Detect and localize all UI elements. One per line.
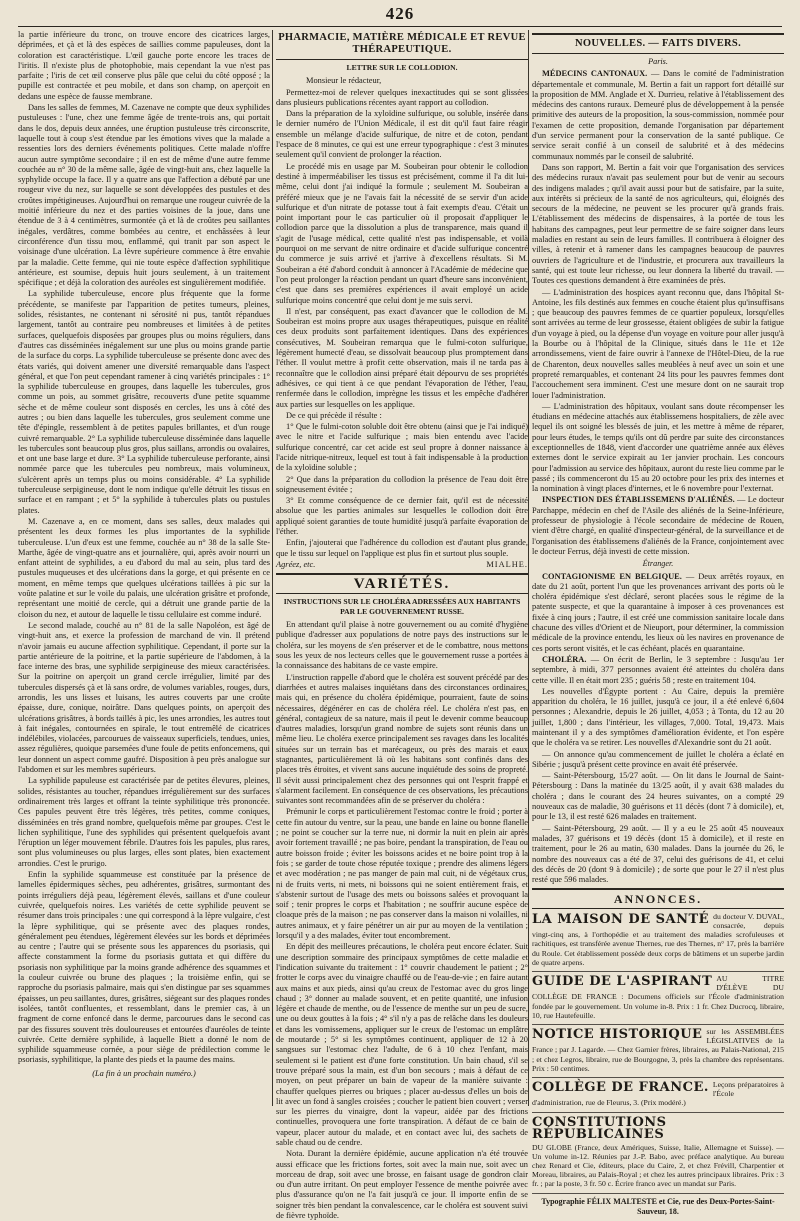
ad-text: sur les ASSEMBLÉES LÉGISLATIVES de la France ; par J. Lagarde. — Chez Garnier frères, libraires, au Palais-National, 215 ; et chez Legros, libraire, rue de Bourgogne, 3, près la chambre des représentans. Prix : 50 centimes. <box>532 1026 784 1073</box>
news-item <box>532 687 784 749</box>
paragraph: 3° Et comme conséquence de ce dernier fait, qu'il est de nécessité absolue que les parties animales sur lesquelles le collodion doit être appliqué soient garanties de toute humidité jusqu'à parfaite évaporation de l'éther. <box>276 496 528 537</box>
salutation: Monsieur le rédacteur, <box>306 76 382 86</box>
paragraph: M. Cazenave a, en ce moment, dans ses salles, deux malades qui présentent les deux formes les plus importantes de la syphilide tuberculeuse. L'un d'eux est une femme, couchée au n° 38 de la salle Ste-Marthe, âgée de vingt-quatre ans et journalière, qui, après avoir nourri un enfant atteint de syphilides, a eu d'abord du mal au sein, plus tard des pustules muqueuses et des ulcérations dans la gorge, et qui présente en ce moment, en même temps que quelques ulcérations taillées à pic sur la voûte palatine et sur le voile du palais, une ulcération grisâtre et profonde, représentant une moitié de cercle, qui a détruit une grande partie de la cloison du nez, et autour de laquelle le tissu cellulaire est comme induré. <box>18 516 270 619</box>
news-text: — L'administration des hôpitaux, voulant sans doute récompenser les étudians en médecine attachés aux établissemens hospitaliers, de zèle avec lequel ils ont soigné les blessés de juin, et les mettre à même de réparer, pour leurs études, le temps qu'ils ont dû perdre par suite des circonstances exceptionnelles de 1848, vient d'accorder une quatrième année aux élèves externes dont le service expirait au 1er janvier prochain. Les concours pour l'admission au service des hôpitaux, auront du reste lieu comme par le passé ; ils commenceront du 15 au 20 octobre pour les prix des internes et la nomination à vingt places d'internes, et le 6 novembre pour l'externat. <box>532 401 784 494</box>
paragraph: Enfin la syphilide squammeuse est constituée par la présence de lamelles épidermiques sèches, peu adhérentes, grisâtres, surmontant des points irréguliers déjà peau, légèrement élevés, saillans et d'une couleur cuivrée, quelquefois noires. Les variétés de cette syphilide peuvent se résumer dans trois principales : une qui correspond à la lèpre vulgaire, c'est la lèpre syphilitique, qui se présente avec des plaques rondes, généralement peu étendues, légèrement élevées sur les bords et déprimées au centre ; l'autre qui se présente sous les apparences du psoriasis, qui affecte constamment la forme du psoriasis guttata et qui diffère du psoriasis non syphilitique par la moins grande adhérence des squammes et la couleur cuivrée ou brune des plaques ; la troisième enfin, qui se rapproche du psoriasis palmaire, mais qui s'en distingue par ses squammes épaisses, un peu saillantes, dures, grisâtres, siégeant sur des plaques rondes isolées, tantôt confluentes, et ressemblant, dans le premier cas, à un fragment de corne enfoncé dans le derme, parcourues dans le second cas par des fissures souvent très douloureuses et entourées d'auréoles de teinte cuivrée. Cette dernière syphilide, à laquelle Biett a donné le nom de syphilide squammeuse cornée, a pour siège de prédilection comme le psoriasis, syphilitique, la plante des pieds et la paume des mains. <box>18 870 270 1065</box>
news-text: Les nouvelles d'Égypte portent : Au Caire, depuis la première apparition du choléra, le 16 juillet, jusqu'à ce jour, il a été enlevé 6,604 personnes ; Alexandrie, depuis le 26 juillet, 4,053 ; à Tonta, du 12 au 20 juillet, 1,800 ; dans l'intérieur, les villages, 7,000. Total, 19,473. Mais maintenant il y a des symptômes d'amélioration évidente, et l'on espère que le choléra va se retirer. Les nouvelles d'Alexandrie sont du 21 août. <box>532 686 784 748</box>
news-item <box>532 824 784 886</box>
column-left <box>18 30 270 1106</box>
news-text: — Deux arrêtés royaux, en date du 21 août, portent l'un que les provenances arrivant des ports où le choléra épidémique s'est déclaré, seront placées sous le régime de la patente suspecte, et que la quarantaine à imposer à ces provenances est fixée à cinq jours ; l'autre, il est créé une commission sanitaire locale dans chacune des villes d'Orient et de Nieuport, pour déterminer, la commission médicale de la province entendu, les lieux où les navires en provenance de ces ports seront visités, et le cas échéant, placés en quarantaine. <box>532 571 784 653</box>
news-item <box>532 572 784 654</box>
section-title-pharmacie: PHARMACIE, MATIÈRE MÉDICALE ET REVUE THÉRAPEUTIQUE. <box>278 32 526 55</box>
column-middle <box>276 30 528 1221</box>
ad-text: du docteur V. DUVAL, consacrée, depuis vingt-cinq ans, à l'orthopédie et au traitement des maladies scrofuleuses et rachitiques, est transférée avenue Thernes, rue des Thernes, n° 17, près la barrière du Roule. Cet établissement possède deux corps de bâtimens et un superbe jardin de quatre arpens. <box>532 911 784 967</box>
section-rule <box>276 593 528 594</box>
ad-title: GUIDE DE L'ASPIRANT <box>532 973 713 989</box>
paragraph: En attendant qu'il plaise à notre gouvernement ou au comité d'hygiène publique d'adresser aux populations de notre pays des instructions sur le choléra, sur les moyens de s'en préserver et de le combattre, nous mettons sous les yeux de nos lecteurs celles que le gouvernement russe a portées à la connaissance des habitans de ce vaste empire. <box>276 620 528 671</box>
news-item <box>532 163 784 287</box>
paragraph: Dans les salles de femmes, M. Cazenave ne compte que deux syphilides pustuleuses : l'une, chez une femme âgée de trente-trois ans, qui portait dans le dos, depuis deux années, une éruption pustuleuse très circonscrite, laquelle tout à coup s'est étendue par les émotions vives que la malade a ressenties lors des derniers événements politiques. Cette malade n'offre aucun autre symptôme secondaire ; il en est de même d'une autre femme couchée au n° 30 de la même salle, âgée de vingt-huit ans, chez laquelle la syphylide occupe la face. Il y a quatre ans que l'affection a débuté par une rougeur vive du nez, sur laquelle se sont développées des pustules et des croûtes impétigineuses. Aujourd'hui on remarque une rougeur cuivrée de la moitié inférieure du nez et des parties voisines de la joue, dans une étendue de 3 à 4 centimètres, surmontée çà et là de croûtes peu saillantes inégales, verdâtres, comme bombées au centre, et enchâssées à leur circonférence d'un tissu mou, enflammé, qui tranit par son aspect le voisinage d'une ulcération. La lèvre supérieure commence à être envahie par la maladie. Cette femme, qui nie toute espèce d'affection syphilitique antérieure, est soumise, depuis huit jours seulement, à un traitement spécifique ; et déjà la coloration des auréoles est singulièrement modifiée. <box>18 103 270 288</box>
section-rule <box>276 59 528 60</box>
printer-imprint: Typographie FÉLIX MALTESTE et Cie, rue des Deux-Portes-Saint-Sauveur, 18. <box>541 1196 775 1216</box>
ad-title: NOTICE HISTORIQUE <box>532 1026 703 1042</box>
dateline-paris: Paris. <box>648 57 668 66</box>
letter-heading: LETTRE SUR LE COLLODION. <box>346 63 458 72</box>
ad-title: COLLÈGE DE FRANCE. <box>532 1080 709 1095</box>
advertisement <box>532 912 784 972</box>
section-rule <box>532 33 784 35</box>
news-item <box>532 288 784 401</box>
paragraph: La syphilide tuberculeuse, encore plus fréquente que la forme précédente, se manifeste par l'apparition de petites tumeurs, pleines, solides, résistantes, ne contenant ni sérosité ni pus, tantôt répandues largement, tantôt au contraire peu nombreuses et limitées à de petites surfaces, quelquefois disposées par groupes plus ou moins réguliers, dans d'autres cas disséminées inégalement sur une plus ou moins grande partie de la surface du corps. La syphilide tuberculeuse se présente donc avec des états variés, qui doivent amener une diversité remarquable dans l'aspect général, et que l'on peut cependant ramener à cinq variétés principales : 1° la syphilide tuberculeuse en groupes, dans laquelle les tubercules, gros comme un pois, au sommet grisâtre, recouverts d'une petite squamme sèche et de même couleur sont disposés en cercles, les uns à côté des autres ; ou bien dans laquelle les tubercules, gros seulement comme une tête d'épingle, ressemblent à de petites papules brillantes, et d'un rouge cuivré remarquable. 2° La syphilide tuberculeuse disséminée dans laquelle les tubercules sont beaucoup plus gros, plus saillans, arrondis ou ovalaires, et ont une base large et dure. 3° La syphilide tuberculeuse perforante, ainsi nommée parce que les tubercules peu nombreux, mais volumineux, s'ulcèrent après un temps plus ou moins considérable. 4° La syphilide tuberculeuse serpigineuse, dont le nom indique qu'elle détruit les tissus en surface et en rampant ; et 5° la syphilide à tubercules plats ou pustules plates. <box>18 289 270 515</box>
news-item <box>532 655 784 686</box>
news-item <box>532 402 784 495</box>
news-lead: MÉDECINS CANTONAUX. <box>542 69 648 79</box>
paragraph: 2° Que dans la préparation du collodion la présence de l'eau doit être soigneusement évitée ; <box>276 474 528 494</box>
paragraph: L'instruction rappelle d'abord que le choléra est souvent précédé par des diarrhées et autres malaises inquiétans dans des circonstances ordinaires, mais qui, en présence du choléra épidémique, pourraient, faute de soins nécessaires, dégénérer en cas de choléra réel. Le choléra n'est pas, en général, contagieux de sa nature, mais il peut le devenir comme beaucoup d'autres maladies, lorsqu'un grand nombre de sujets sont réunis dans un même lieu. Le choléra exerce principalement ses ravages dans les localités situées sur un terrain bas et marécageux, ou près des marais et eaux stagnantes, particulièrement là où les habitans sont confinés dans des places très étroites, et vivent sans aucune inquiétude des soins de propreté. Il sévit aussi principalement chez des personnes qui ont l'esprit frappé et s'alarment facilement. En conséquence de ces observations, les précautions suivantes sont recommandées afin de se préserver du choléra : <box>276 672 528 806</box>
column-divider <box>528 30 529 1106</box>
paragraph: Le procédé mis en usage par M. Soubeiran pour obtenir le collodion destiné à imperméabiliser les tissus est précisément, comme il l'a dit lui-même, celui dont j'ai indiqué la formule ; seulement M. Soubeiran a préféré mieux que je ne l'avais fait la nécessité de se servir d'un acide sulfurique et d'un nitrate de potasse tout à fait exempts d'eau. C'était un point important pour le cas particulier où il proposait d'appliquer le collodion parce que la dissolution a plus de transparence, mais quand il s'agit de l'usage médical, cette qualité n'est pas indispensable, et voilà pourquoi on me servant de nitre ordinaire et d'acide sulfurique concentré du commerce je suis arrivé et j'arrive à d'excellens résultats. Si M. Soubeiran a été d'abord conduit à annoncer à l'Académie de médecine que l'on peut prolonger la réaction pendant un quart d'heure sans inconvénient, c'est que dans ses premières expériences il avait employé un acide sulfurique moins concentré que celui dont je me suis servi. <box>276 161 528 305</box>
news-text: Dans son rapport, M. Bertin a fait voir que l'organisation des services des médecins ruraux n'avait pas seulement pour but de venir au secours des indigens malades ; qu'il avait aussi pour but de satisfaire, par la suite, aux intérêts si précieux de la santé de nos agriculteurs, qui, éloignés des secours de la médecine, ne peuvent se les procurer qu'à grands frais. L'établissement des médecins de dispensaires, à la portée de tous les habitans des campagnes, peut leur permettre de se faire soigner dans leurs maladies en restant au sein de leurs familles. Il contribuera à éloigner des villes, à retenir et à ramener dans les campagnes beaucoup de pauvres ouvriers de l'agriculture et de l'industrie, et procurera aux travailleurs la santé, qui est toute leur richesse, ou leur donnera la liberté du travail. — Toutes ces questions demandent à être examinées de près. <box>532 162 784 286</box>
signature: MIALHE. <box>486 559 528 569</box>
ad-text: DU GLOBE (France, deux Amériques, Suisse, Italie, Allemagne et Suisse). — Un volume in-12. Réunies par J.-P. Babo, avec préface analytique. Au bureau chez Renard et Cie, éditeurs, place du Caire, 2, et chez Frévill, Charpentier et Moreau, libraires, au Palais-Royal ; et chez les autres principaux libraires. Prix : 3 fr. ; par la poste, 3 fr. 50 c. Écrire franco avec un mandat sur Paris. <box>532 1142 784 1189</box>
paragraph: Nota. Durant la dernière épidémie, aucune application n'a été trouvée aussi efficace que les frictions fortes, soit avec la main nue, soit avec un morceau de drap, soit avec une brosse, en faisant usage de gondron clair ou d'un autre irritant. On peut employer l'essence de menthe poivrée avec plus d'assurance qu'on ne l'a fait jusqu'à ce jour. Il importe enfin de se soigner très bien pendant la convalescence, car le choléra est souvent suivi de fièvre typhoïde. <box>276 1149 528 1221</box>
news-item <box>532 771 784 822</box>
section-title-annonces: ANNONCES. <box>613 892 703 907</box>
paragraph: De ce qui précède il résulte : <box>286 410 382 420</box>
section-title-nouvelles: NOUVELLES. — FAITS DIVERS. <box>574 38 742 49</box>
ad-title: CONSTITUTIONS RÉPUBLICAINES <box>532 1114 667 1142</box>
paragraph: Dans la préparation de la xyloïdine sulfurique, ou soluble, insérée dans le dernier numéro de l'Union Médicale, il est dit qu'il faut faire réagir ensemble un mélange d'acide sulfurique, de nitre et de coton, pendant l'espace de 8 minutes, ce qui est une erreur typographique : c'est 3 minutes seulement qu'il convient de prolonger la réaction. <box>276 109 528 160</box>
news-text: — Saint-Pétersbourg, 15/27 août. — On lit dans le Journal de Saint-Pétersbourg : Dans la matinée du 13/25 août, il y avait 638 malades du choléra ; dans le courant des 24 heures suivantes, on a compté 29 nouveaux cas de maladie, 30 guérisons et 11 décès (dont 7 à domicile), et, pour le 13, il est resté 626 malades en traitement. <box>532 771 784 822</box>
news-item <box>532 495 784 557</box>
paragraph: Enfin, j'ajouterai que l'adhérence du collodion est d'autant plus grande, que le tissu sur lequel on l'applique est plus fin et surtout plus souple. <box>276 538 528 558</box>
news-lead: CHOLÉRA. <box>542 654 587 664</box>
paragraph: la partie inférieure du tronc, on trouve encore des cicatrices larges, déprimées, et çà et là des espèces de saillies comme papuleuses, dont la coloration est caractéristique. L'œil gauche porte encore les traces de l'iritis. Il n'existe plus de photophobie, mais cependant la vue n'est pas parfaite ; l'iris de cet œil conserve plus pâle que celui du côté opposé ; la pupille est contractée et peu mobile, et dans son champ, on aperçoit en dedans une espèce de fausse membrane. <box>18 30 270 101</box>
section-rule <box>276 573 528 575</box>
paragraph: La syphilide papuleuse est caractérisée par de petites élevures, pleines, solides, résistantes au toucher, répandues irrégulièrement sur des surfaces ordinairement très larges et offrant la teinte syphilitique très prononcée. Ces papules peuvent être très légères, très petites, comme coniques, disséminées en très grand nombre, quelquefois même par groupes. C'est le lichen syphilitique, l'une des syphilides qui présentent quelquefois avant l'éruption un léger mouvement fébrile. D'autres fois les papules, plus rares, sont plus volumineuses ou plus larges, elles sont plates, bien exactement arrondies. C'est le prurigo. <box>18 776 270 868</box>
news-text: — L'administration des hospices ayant reconnu que, dans l'hôpital St-Antoine, les fils destinés aux femmes en couche étaient plus qu'insuffisans ; que beaucoup des pauvres femmes de ce quartier populeux, lorsqu'elles sont arrivées au terme de leur grossesse, étaient obligées de subir la fatigue d'un voyage à pied, ou la dépense d'un voyage en voiture pour aller jusqu'à la Bourbe ou à l'hôpital de la Clinique, situés dans le 11e et 12e arrondissemens, vient de faire ouvrir à l'annexe de l'Hôtel-Dieu, de la rue de Charenton, deux nouvelles salles meublées à neuf avec un soin et une propreté remarquables, et contenant 24 lits pour les pauvres femmes dont l'accouchement sera imminent. C'est une mesure dont on ne saurait trop louer l'administration. <box>532 287 784 400</box>
paragraph: Il n'est, par conséquent, pas exact d'avancer que le collodion de M. Soubeiran est moins propre aux usages thérapeutiques, puisque en réalité ces deux produits sont parfaitement identiques. Dans des expériences consécutives, M. Soubeiran remarqua que le fulmi-coton sulfurique, légèrement humecté d'eau, se dissolvait beaucoup plus promptement dans l'éther. Il voulut mettre à profit cette observation, mais il ne tarda pas à reconnaître que le collodion ainsi préparé était dépourvu de ses propriétés adhésives, ce qui tient à ce que pendant l'évaporation de l'éther, l'eau, renfermée dans le collodion, imprègne les tissus et les empêche d'adhérer aux parties sur lesquelles on les applique. <box>276 306 528 409</box>
signoff: Agréez, etc. <box>276 559 316 569</box>
advertisement <box>532 1027 784 1078</box>
news-item <box>532 750 784 771</box>
paragraph: Permettez-moi de relever quelques inexactitudes qui se sont glissées dans plusieurs publications récentes ayant rapport au collodion. <box>276 87 528 107</box>
news-lead: INSPECTION DES ÉTABLISSEMENS D'ALIÉNÉS. <box>542 495 735 505</box>
news-text: — Le docteur Parchappe, médecin en chef de l'Asile des aliénés de la Seine-Inférieure, professeur de physiologie à l'école secondaire de médecine de Rouen, vient d'être chargé, en qualité d'inspecteur-général, de la surveillance et de l'organisation des établissemens d'aliénés de la France, conjointement avec le docteur Ferrus, déjà investi de cette mission. <box>532 495 784 556</box>
ad-title: LA MAISON DE SANTÉ <box>532 911 710 927</box>
paragraph: Le second malade, couché au n° 81 de la salle Napoléon, est âgé de vingt-huit ans, et exerce la profession de marchand de vin. Il prétend n'avoir jamais eu aucune affection syphilitique. Cependant, il porte sur la partie antérieure de la poitrine, et la partie supérieure de l'abdomen, à la face interne des bras, une syphilide serpigineuse des mieux caractérisées. Sur la poitrine on aperçoit un grand cercle irrégulier, limité par des tubercules dispersés çà et là sans ordre, de volumes variables, rouges, durs, arrondis, les uns lisses et luisans, les autres couverts par une croûte épaisse, dure, conique, noirâtre. Dans quelques points, on aperçoit des ulcérations grisâtres, à bords taillés à pic, les unes arrondies, les autres tout à fait inégales, contournées en spirale, le tout entremêlé de cicatrices indélébiles, violacées, parcourues de vaisseaux superficiels, tendues, unies, assez régulières, quoique parsemées d'une foule de petits enfoncemens, qui leur donnent un aspect comme gaufré. Disposition à peu près analogue sur l'abdomen et sur les membres supérieurs. <box>18 620 270 775</box>
signature-line <box>276 560 528 570</box>
section-title-varietes: VARIÉTÉS. <box>353 576 451 593</box>
news-text: — Saint-Pétersbourg, 29 août. — Il y a eu le 25 août 45 nouveaux malades, 37 guérisons et 19 décès (dont 15 à domicile), et il reste en traitement, pour le 26 au matin, 630 malades. Dans la journée du 26, le nombre des nouveaux cas a été de 37, celui des guérisons de 41, et celui des décès de 20 (dont 9 à domicile) ; de sorte que pour le 27 il n'est plus resté que 596 malades. <box>532 823 784 885</box>
paragraph: En dépit des meilleures précautions, le choléra peut encore éclater. Suit une description sommaire des principaux symptômes de cette maladie et l'indication suivante du traitement : 1° couvrir chaudement le patient ; 2° frotter le corps avec du vinaigre chauffé ou de l'eau-de-vie ; en faire autant aux mains et aux pieds, ainsi qu'au creux de l'estomac avec du gros linge chaud ; 3° donner au malade souvent, et en petite quantité, une infusion légère et chaude de menthe, ou de l'essence de menthe sur un peu de sucre, une ou deux gouttes à la fois ; 4° s'il n'y a pas de relâche dans les douleurs et dans les vomissemens, appliquer sur le creux de l'estomac un emplâtre de moutarde ; 5° si les symptômes continuent, appliquer de 12 à 20 sangsues sur l'estomac chez l'adulte, de 6 à 10 chez l'enfant, mais seulement si le patient est d'une forte constitution. Un bain chaud, s'il se trouve préparé sous la main, est d'un bon secours ; mais à défaut de ce moyen, on peut préparer un bain de vapeur de la manière suivante : chauffer quelques pierres ou briques ; placer au-dessus d'elles un bois de lit avec un fond à sangles croisées ; coucher le patient bien couvert ; verser sur les pierres du vinaigre, dont la vapeur, aidée par des frictions continuelles, provoquera une forte transpiration. A défaut de ce bain de vapeur, placer autour du malade, et en contact avec lui, des sachets de sable chaud ou de cendre. <box>276 942 528 1147</box>
news-text: — On annonce qu'au commencement de juillet le choléra a éclaté en Sibérie ; jusqu'à présent cette province en avait été préservée. <box>532 749 784 769</box>
advertisement <box>532 1115 784 1194</box>
column-divider <box>272 30 273 1106</box>
news-item <box>532 69 784 162</box>
news-lead: CONTAGIONISME EN BELGIQUE. <box>542 571 682 581</box>
column-right <box>532 30 784 1216</box>
paragraph: Prémunir le corps et particulièrement l'estomac contre le froid ; porter à cette fin autour du ventre, sur la peau, une bande en laine ou bonne flanelle ; ne point se coucher sur la terre nue, ni dormir la nuit en plein air après avoir fortement travaillé ; ne pas boire, pendant la transpiration, de l'eau ou autre boisson froide ; éviter les boissons acides et ne boire point trop à la fois ; se garder de toute chose réputée toxique ; prendre des alimens légers et avec modération ; ne pas manger de pain mal cuit, ni de végétaux crus, ni de fruits verts, ni mets, ni boissons qui ne soient entièrement frais, et s'abstenir surtout de l'usage des mets ou boissons salées et provoquant la soif ; tenir propres le corps et l'habitation ; ne souffrir aucune espèce de cloaque près de la maison ; ne pas conserver dans la maison ni volailles, ni autres animaux, et y faire pénétrer un air pur au moyen de la ventilation ; lorsqu'il y a des malades, éviter tout encombrement. <box>276 807 528 941</box>
paragraph: 1° Que le fulmi-coton soluble doit être obtenu (ainsi que je l'ai indiqué) avec le nitre et l'acide sulfurique ; mais bien entendu avec l'acide sulfurique concentré, car cet acide est seul propre à donner naissance à l'acide nitrique-nitreux, lequel est tout à fait indispensable à la production de la xyloïdine soluble ; <box>276 422 528 473</box>
page-number: 426 <box>385 4 415 23</box>
section-rule <box>532 888 784 890</box>
ad-text: Leçons préparatoires à l'École d'administration, rue de Fleurus, 3. (Prix modéré.) <box>532 1080 784 1108</box>
news-text: — On écrit de Berlin, le 3 septembre : Jusqu'au 1er septembre, à midi, 377 personnes avaient été atteintes du choléra dans cette ville. Il en était mort 235 ; guéris 58 ; reste en traitement 104. <box>532 654 784 685</box>
dateline-etranger: Étranger. <box>642 559 674 569</box>
advertisement <box>532 974 784 1025</box>
header-rule <box>18 26 782 27</box>
cholera-heading: INSTRUCTIONS SUR LE CHOLÉRA ADRESSÉES AUX HABITANTS PAR LE GOUVERNEMENT RUSSE. <box>283 596 521 616</box>
continued-note: (La fin à un prochain numéro.) <box>92 1068 196 1078</box>
news-text: — Dans le comité de l'administration départementale et communale, M. Bertin a fait un rapport fort détaillé sur la proposition de MM. Anglade et X. Durrieu, relative à l'établissement des médecins des cantons ruraux. Demeuré plus de développement à la pensée primitive des auteurs de la proposition, la sous-commission, nommée pour l'examen de cette proposition, demande l'organisation par département d'un service permanent pour la conservation de la santé publique. Ce service serait confié à un conseil de salubrité et à des médecins communaux nommés par le conseil de salubrité. <box>532 69 784 161</box>
ad-text: AU TITRE D'ÉLÈVE DU COLLÈGE DE FRANCE : Documens officiels sur l'École d'administration fondée par le gouvernement. Un volume in-8. Prix : 1 fr. Chez Ducrocq, libraire, 10, rue Hautefeuille. <box>532 973 784 1020</box>
section-rule <box>532 908 784 909</box>
advertisement <box>532 1080 784 1113</box>
section-rule <box>532 53 784 54</box>
